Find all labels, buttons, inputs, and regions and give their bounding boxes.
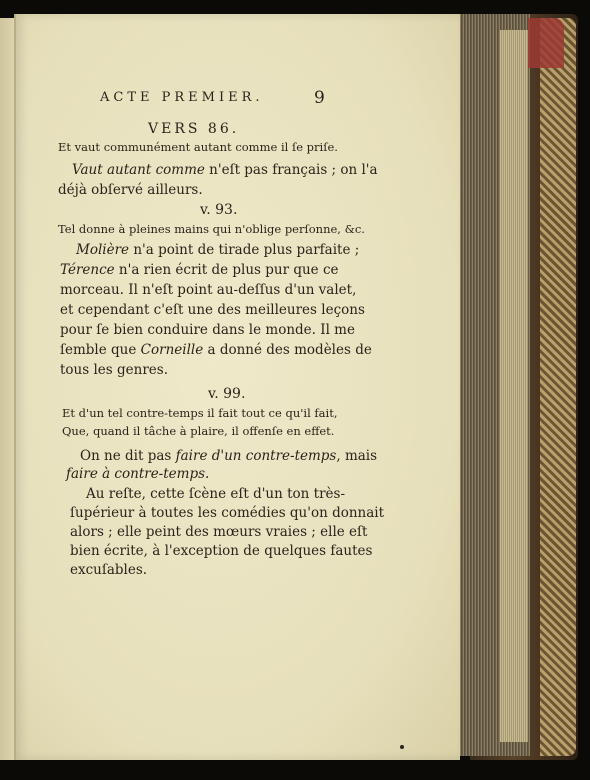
section-label: v. 93. xyxy=(200,202,238,218)
commentary-line: faire à contre-temps. xyxy=(66,466,210,482)
gutter xyxy=(14,14,16,760)
verse-line: Que, quand il tâche à plaire, il offenſe en effet. xyxy=(62,424,335,438)
section-label: v. 99. xyxy=(208,386,246,402)
page-edges-highlight xyxy=(500,30,528,742)
gilt-cover-edge xyxy=(540,18,576,756)
verse-line: Tel donne à pleines mains qui n'oblige perſonne, &c. xyxy=(58,222,365,236)
commentary-line: excuſables. xyxy=(70,562,148,578)
cover-corner-leather xyxy=(528,18,564,68)
verse-line: Et d'un tel contre-temps il fait tout ce qu'il fait, xyxy=(62,406,338,420)
page-number: 9 xyxy=(314,88,325,108)
commentary-line: Au reſte, cette ſcène eſt d'un ton très- xyxy=(86,486,346,502)
commentary-line: pour ſe bien conduire dans le monde. Il me xyxy=(60,322,355,338)
commentary-line: Molière n'a point de tirade plus parfaite ; xyxy=(76,242,360,258)
commentary-line: morceau. Il n'eſt point au-deſſus d'un valet, xyxy=(60,282,357,298)
commentary-line: Térence n'a rien écrit de plus pur que ce xyxy=(60,262,339,278)
verse-line: Et vaut communément autant comme il ſe priſe. xyxy=(58,140,338,154)
commentary-line: déjà obſervé ailleurs. xyxy=(58,182,203,198)
commentary-line: ſupérieur à toutes les comédies qu'on donnait xyxy=(70,505,385,521)
commentary-line: bien écrite, à l'exception de quelques fautes xyxy=(70,543,373,559)
commentary-line: Vaut autant comme n'eſt pas français ; on l'a xyxy=(72,162,378,178)
commentary-line: alors ; elle peint des mœurs vraies ; elle eſt xyxy=(70,524,368,540)
commentary-line: ſemble que Corneille a donné des modèles de xyxy=(60,342,372,358)
commentary-line: tous les genres. xyxy=(60,362,168,378)
section-label: VERS 86. xyxy=(148,121,240,137)
commentary-line: On ne dit pas faire d'un contre-temps, mais xyxy=(80,448,378,464)
running-title: ACTE PREMIER. xyxy=(100,90,264,105)
commentary-line: et cependant c'eſt une des meilleures leçons xyxy=(60,302,365,318)
ink-speck xyxy=(400,745,404,749)
